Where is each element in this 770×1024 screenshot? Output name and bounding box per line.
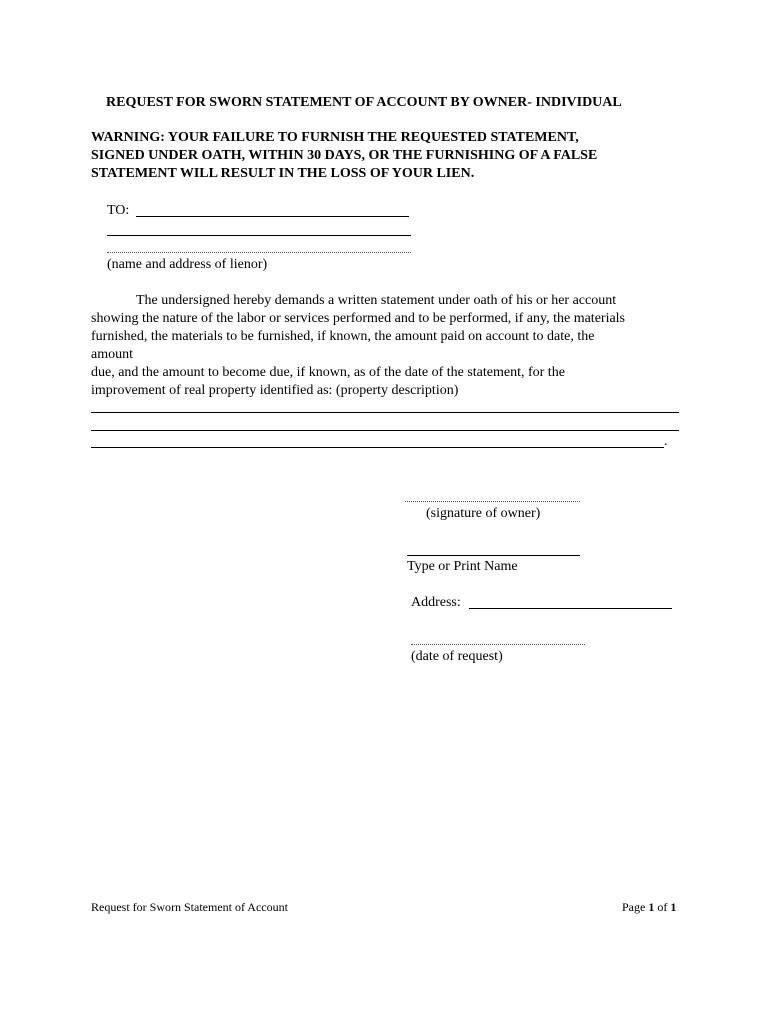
property-end-period: .	[664, 434, 668, 449]
paragraph-line: The undersigned hereby demands a written statement under oath of his or her account	[136, 293, 617, 308]
property-description-line-1[interactable]	[91, 412, 679, 413]
page-total: 1	[670, 900, 677, 914]
paragraph-line: due, and the amount to become due, if known, as of the date of the statement, for the	[91, 365, 565, 380]
property-description-line-3[interactable]	[91, 447, 664, 448]
lienor-address-line-2[interactable]	[107, 252, 411, 253]
lienor-address-line-1[interactable]	[107, 235, 411, 236]
paragraph-line: amount	[91, 347, 133, 362]
page-current: 1	[648, 900, 655, 914]
page-prefix: Page	[622, 900, 649, 914]
warning-line: SIGNED UNDER OATH, WITHIN 30 DAYS, OR THE FURNISHING OF A FALSE	[91, 148, 598, 163]
paragraph-line: improvement of real property identified as: (property description)	[91, 383, 459, 398]
warning-line: WARNING: YOUR FAILURE TO FURNISH THE REQUESTED STATEMENT,	[91, 130, 579, 145]
address-label: Address:	[411, 595, 461, 610]
paragraph-line: showing the nature of the labor or services performed and to be performed, if any, the materials	[91, 311, 626, 326]
document-title: REQUEST FOR SWORN STATEMENT OF ACCOUNT BY OWNER- INDIVIDUAL	[106, 95, 622, 110]
owner-signature-line[interactable]	[405, 501, 580, 502]
warning-notice	[91, 129, 691, 183]
warning-line: STATEMENT WILL RESULT IN THE LOSS OF YOUR LIEN.	[91, 166, 475, 181]
page-of: of	[654, 900, 671, 914]
lienor-caption: (name and address of lienor)	[107, 257, 268, 272]
demand-paragraph	[91, 292, 691, 400]
property-description-line-2[interactable]	[91, 430, 679, 431]
to-label: TO:	[107, 203, 130, 218]
address-line[interactable]	[469, 608, 672, 609]
signature-caption: (signature of owner)	[426, 506, 541, 521]
lienor-name-line[interactable]	[136, 216, 409, 217]
date-caption: (date of request)	[411, 649, 503, 664]
footer-title: Request for Sworn Statement of Account	[91, 900, 288, 914]
date-line[interactable]	[411, 644, 585, 645]
print-name-line[interactable]	[407, 555, 580, 556]
page-number	[622, 900, 676, 915]
paragraph-line: furnished, the materials to be furnished, if known, the amount paid on account to date, the	[91, 329, 595, 344]
print-name-label: Type or Print Name	[407, 559, 518, 574]
